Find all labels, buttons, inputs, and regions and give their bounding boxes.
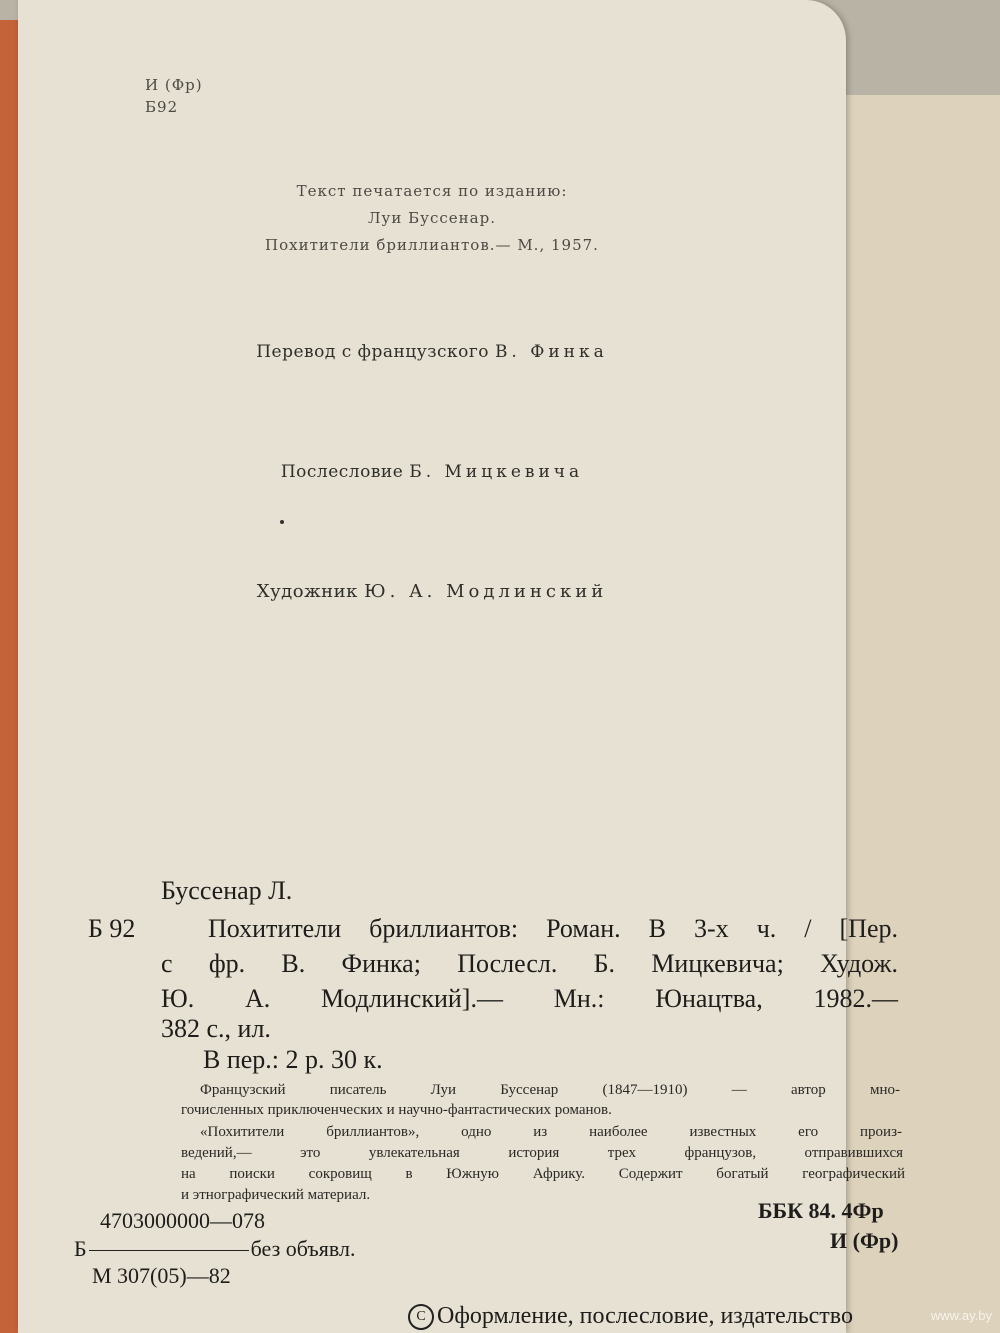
artist-credit [18, 581, 846, 602]
bib-line-1: Похитители бриллиантов: Роман. В 3-х ч. / [Пер. [208, 914, 898, 943]
artist-name: Ю. А. Модлинский [364, 581, 608, 602]
afterword-prefix: Послесловие [280, 462, 404, 482]
afterword-author: Б. Мицкевича [409, 462, 584, 482]
b-prefix: Б [74, 1236, 87, 1261]
annotation-line-6: и этнографический материал. [181, 1187, 371, 1203]
announce-line [74, 1236, 355, 1262]
watermark-text: www.ay.by [930, 1308, 992, 1323]
source-line-3: Похитители бриллиантов.— М., 1957. [265, 236, 599, 254]
dash-line [89, 1250, 249, 1251]
bib-price: В пер.: 2 р. 30 к. [203, 1045, 383, 1074]
translation-prefix: Перевод с французского [256, 342, 490, 362]
no-announce: без объявл. [250, 1236, 356, 1261]
book-page [18, 0, 905, 1333]
annotation-line-4: ведений,— это увлекательная история трех французов, отправившихся [181, 1145, 903, 1161]
annotation-line-3: «Похитители бриллиантов», одно из наиболее известных его произ- [200, 1124, 902, 1140]
bib-code: Б 92 [88, 914, 136, 943]
copyright-icon: C [408, 1304, 434, 1330]
annotation-line-5: на поиски сокровищ в Южную Африку. Содержит богатый географический [181, 1166, 905, 1182]
classification-code-1: И (Фр) [145, 76, 203, 94]
isbn-code: 4703000000—078 [100, 1208, 265, 1233]
annotation-line-2: гочисленных приключенческих и научно-фантастических романов. [181, 1102, 612, 1118]
translator-name: В. Финка [494, 342, 608, 362]
afterword-credit [18, 462, 846, 482]
bbk-code: ББК 84. 4Фр [758, 1198, 884, 1223]
bib-line-2: с фр. В. Финка; Послесл. Б. Мицкевича; Худож. [161, 949, 898, 978]
m-code: М 307(05)—82 [92, 1263, 231, 1288]
copyright-text: Оформление, послесловие, издательство [437, 1303, 853, 1329]
bib-line-4: 382 с., ил. [161, 1014, 271, 1043]
source-line-1: Текст печатается по изданию: [296, 182, 568, 200]
copyright-line [408, 1303, 853, 1330]
artist-prefix: Художник [256, 581, 358, 602]
bib-line-3: Ю. А. Модлинский].— Мн.: Юнацтва, 1982.— [161, 984, 898, 1013]
source-line-2: Луи Буссенар. [368, 209, 496, 227]
annotation-line-1: Французский писатель Луи Буссенар (1847—1910) — автор мно- [200, 1082, 900, 1098]
translation-credit [18, 342, 846, 362]
classification-code-2: Б92 [145, 98, 179, 116]
index-code: И (Фр) [830, 1228, 899, 1253]
ink-dot [280, 520, 284, 524]
bib-author: Буссенар Л. [161, 876, 293, 905]
